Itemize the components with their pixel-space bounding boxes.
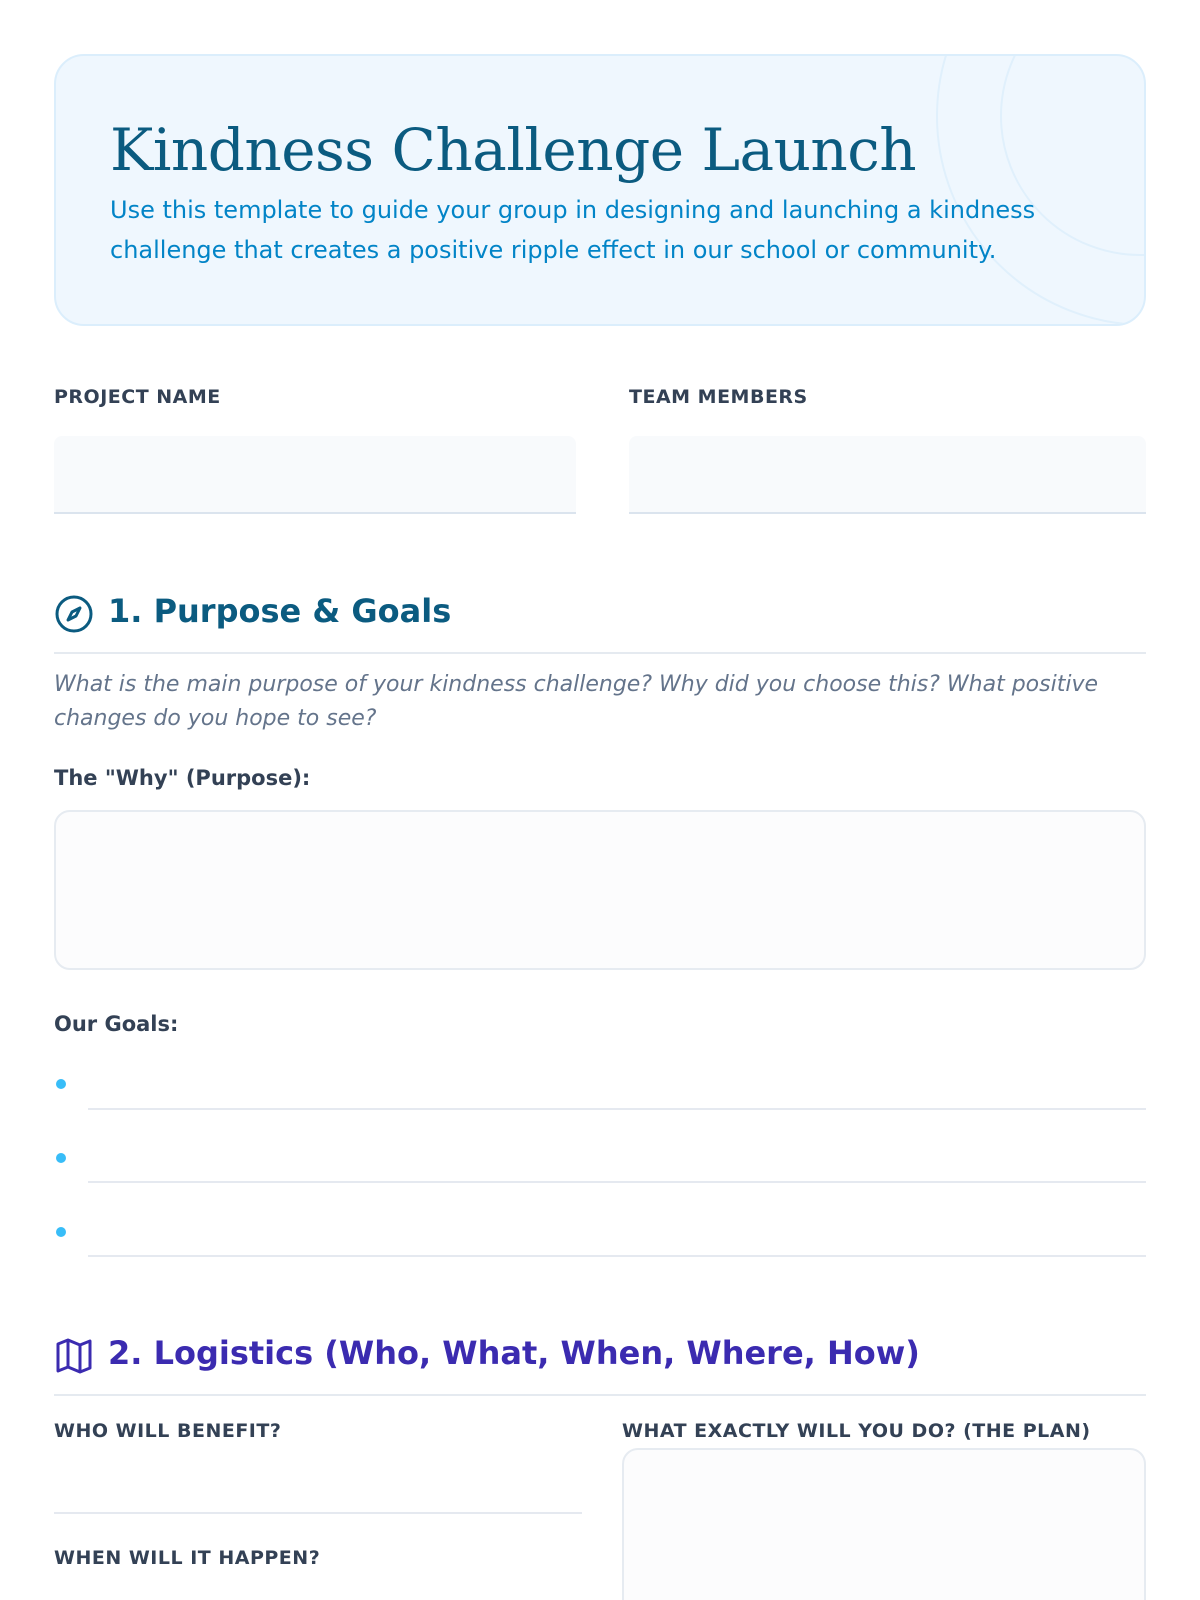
bullet-dot [56, 1079, 66, 1089]
compass-icon [54, 594, 94, 634]
plan-textarea[interactable] [622, 1448, 1146, 1600]
section-prompt: What is the main purpose of your kindness challenge? Why did you choose this? What positive changes do you hope to see? [54, 672, 1099, 731]
purpose-label: The "Why" (Purpose): [54, 766, 311, 790]
team-members-label: TEAM MEMBERS [629, 386, 808, 408]
header-card [54, 54, 1146, 326]
map-icon [54, 1336, 94, 1376]
who-benefit-label: WHO WILL BENEFIT? [54, 1420, 282, 1442]
goal-line-2[interactable] [88, 1181, 1146, 1183]
page-subtitle: Use this template to guide your group in designing and launching a kindness challenge that creates a positive ripple effect in our school or community. [110, 196, 1036, 264]
bullet-dot [56, 1153, 66, 1163]
who-benefit-input[interactable] [54, 1512, 582, 1514]
project-name-label: PROJECT NAME [54, 386, 221, 408]
project-name-input[interactable] [54, 436, 576, 514]
purpose-textarea[interactable] [54, 810, 1146, 970]
section-logistics [54, 1326, 1146, 1396]
section-title: 2. Logistics (Who, What, When, Where, How) [108, 1334, 920, 1372]
when-label: WHEN WILL IT HAPPEN? [54, 1547, 321, 1569]
goals-label: Our Goals: [54, 1012, 179, 1036]
goal-line-3[interactable] [88, 1255, 1146, 1257]
goal-line-1[interactable] [88, 1108, 1146, 1110]
plan-label: WHAT EXACTLY WILL YOU DO? (THE PLAN) [622, 1420, 1091, 1442]
team-members-input[interactable] [629, 436, 1146, 514]
bullet-dot [56, 1227, 66, 1237]
section-purpose-goals [54, 584, 1146, 654]
section-title: 1. Purpose & Goals [108, 592, 452, 630]
page-title: Kindness Challenge Launch [110, 116, 917, 184]
